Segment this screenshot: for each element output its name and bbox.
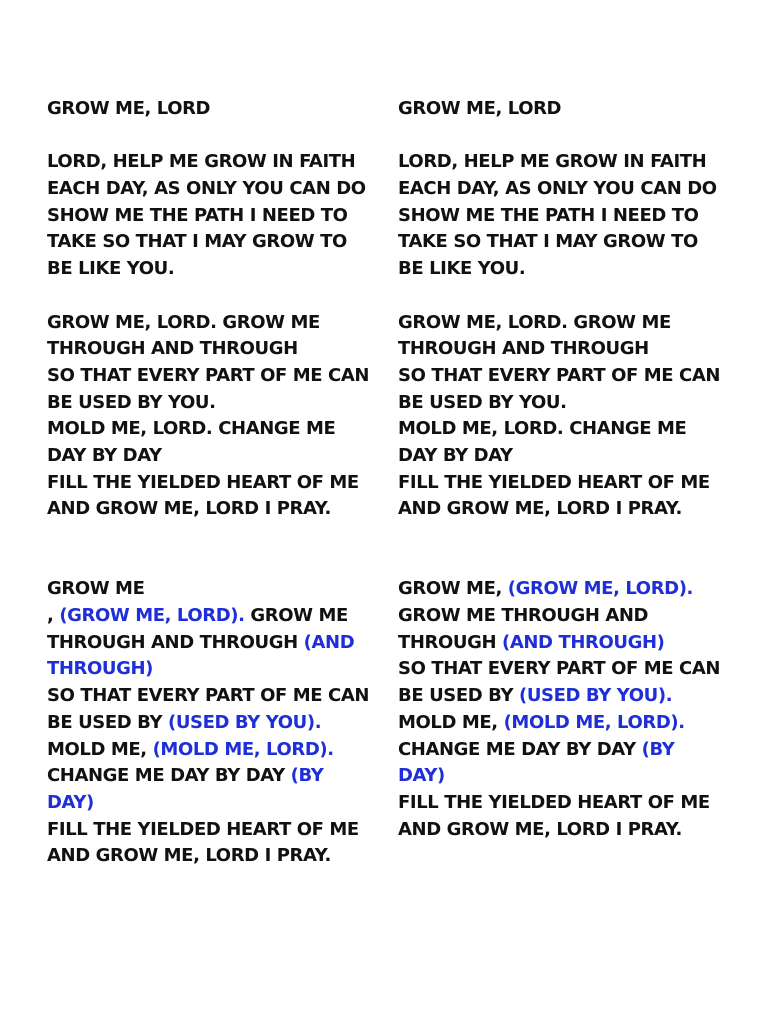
lyric-text: CHANGE ME DAY BY DAY <box>398 738 642 760</box>
verse-line: BE LIKE YOU. <box>398 258 526 280</box>
chorus-line: SO THAT EVERY PART OF ME CAN <box>398 364 721 386</box>
verse-line: EACH DAY, AS ONLY YOU CAN DO <box>398 178 717 200</box>
chorus-line: DAY BY DAY <box>398 444 513 466</box>
chorus-line: MOLD ME, LORD. CHANGE ME <box>47 418 336 440</box>
lyric-text: SO THAT EVERY PART OF ME CAN <box>47 685 370 707</box>
chorus-line: MOLD ME, LORD. CHANGE ME <box>398 418 687 440</box>
echo-response: (MOLD ME, LORD). <box>503 711 685 733</box>
chorus-line: GROW ME, LORD. GROW ME <box>47 311 320 333</box>
echo-chorus-line <box>47 656 387 683</box>
echo-response: DAY) <box>47 791 94 813</box>
chorus-line: GROW ME, LORD. GROW ME <box>398 311 671 333</box>
echo-chorus-line <box>398 603 738 630</box>
echo-response: (AND THROUGH) <box>502 631 665 653</box>
echo-chorus-line <box>398 737 738 764</box>
echo-response: (USED BY YOU). <box>519 685 673 707</box>
echo-response: (MOLD ME, LORD). <box>152 738 334 760</box>
verse-line: SHOW ME THE PATH I NEED TO <box>398 204 699 226</box>
chorus-line: AND GROW ME, LORD I PRAY. <box>47 498 331 520</box>
echo-chorus <box>47 576 387 870</box>
chorus-line: FILL THE YIELDED HEART OF ME <box>47 471 359 493</box>
chorus-line: THROUGH AND THROUGH <box>47 338 298 360</box>
echo-response: DAY) <box>398 765 445 787</box>
echo-chorus-line <box>47 843 387 870</box>
lyric-text: AND GROW ME, LORD I PRAY. <box>398 818 682 840</box>
echo-chorus-line <box>47 737 387 764</box>
lyric-text: THROUGH AND THROUGH <box>47 631 304 653</box>
spacer <box>47 523 387 576</box>
chorus-line: FILL THE YIELDED HEART OF ME <box>398 471 710 493</box>
echo-chorus-line <box>47 630 387 657</box>
chorus-line: THROUGH AND THROUGH <box>398 338 649 360</box>
verse-line: EACH DAY, AS ONLY YOU CAN DO <box>47 178 366 200</box>
chorus-line: BE USED BY YOU. <box>47 391 216 413</box>
verse-line: BE LIKE YOU. <box>47 258 175 280</box>
verse <box>47 149 387 282</box>
lyric-text: SO THAT EVERY PART OF ME CAN <box>398 658 721 680</box>
echo-chorus-line <box>47 790 387 817</box>
lyric-text: MOLD ME, <box>398 711 504 733</box>
lyric-text: BE USED BY <box>398 685 520 707</box>
echo-chorus-line <box>47 817 387 844</box>
lyric-text: AND GROW ME, LORD I PRAY. <box>47 845 331 867</box>
echo-chorus-line <box>398 576 738 603</box>
lyric-text: CHANGE ME DAY BY DAY <box>47 765 291 787</box>
echo-chorus-line <box>47 763 387 790</box>
echo-response: (GROW ME, LORD). <box>507 578 693 600</box>
echo-response: (GROW ME, LORD). <box>59 605 245 627</box>
echo-response: (USED BY YOU). <box>168 711 322 733</box>
echo-chorus-line <box>47 576 387 603</box>
spacer <box>47 283 387 310</box>
lyric-text: MOLD ME, <box>47 738 153 760</box>
lyric-text: GROW ME <box>244 605 348 627</box>
lyric-text: GROW ME, <box>398 578 508 600</box>
echo-chorus-line <box>398 683 738 710</box>
spacer <box>398 523 738 576</box>
echo-chorus <box>398 576 738 843</box>
echo-response: (BY <box>641 738 675 760</box>
echo-chorus-line <box>47 710 387 737</box>
lyric-text: FILL THE YIELDED HEART OF ME <box>47 818 359 840</box>
chorus-line: AND GROW ME, LORD I PRAY. <box>398 498 682 520</box>
echo-response: (AND <box>303 631 355 653</box>
chorus-line: DAY BY DAY <box>47 444 162 466</box>
lyric-text: FILL THE YIELDED HEART OF ME <box>398 791 710 813</box>
lyric-text: GROW ME THROUGH AND <box>398 605 649 627</box>
lyric-text: , <box>47 605 60 627</box>
echo-chorus-line <box>398 656 738 683</box>
left-column <box>47 96 387 870</box>
verse <box>398 149 738 282</box>
echo-chorus-line <box>398 710 738 737</box>
spacer <box>47 123 387 150</box>
spacer <box>398 123 738 150</box>
echo-chorus-line <box>398 630 738 657</box>
spacer <box>398 283 738 310</box>
lyric-text: BE USED BY <box>47 711 169 733</box>
verse-line: LORD, HELP ME GROW IN FAITH <box>47 151 356 173</box>
echo-response: (BY <box>290 765 324 787</box>
lyric-text: THROUGH <box>398 631 503 653</box>
lyric-text: GROW ME <box>47 578 145 600</box>
echo-chorus-line <box>398 763 738 790</box>
echo-chorus-line <box>47 603 387 630</box>
song-title: GROW ME, LORD <box>47 98 211 119</box>
verse-line: SHOW ME THE PATH I NEED TO <box>47 204 348 226</box>
chorus <box>398 310 738 524</box>
echo-chorus-line <box>398 790 738 817</box>
right-column <box>398 96 738 843</box>
echo-chorus-line <box>398 817 738 844</box>
chorus-line: SO THAT EVERY PART OF ME CAN <box>47 364 370 386</box>
verse-line: TAKE SO THAT I MAY GROW TO <box>398 231 698 253</box>
chorus-line: BE USED BY YOU. <box>398 391 567 413</box>
chorus <box>47 310 387 524</box>
echo-chorus-line <box>47 683 387 710</box>
verse-line: LORD, HELP ME GROW IN FAITH <box>398 151 707 173</box>
verse-line: TAKE SO THAT I MAY GROW TO <box>47 231 347 253</box>
echo-response: THROUGH) <box>47 658 153 680</box>
song-title: GROW ME, LORD <box>398 98 562 119</box>
